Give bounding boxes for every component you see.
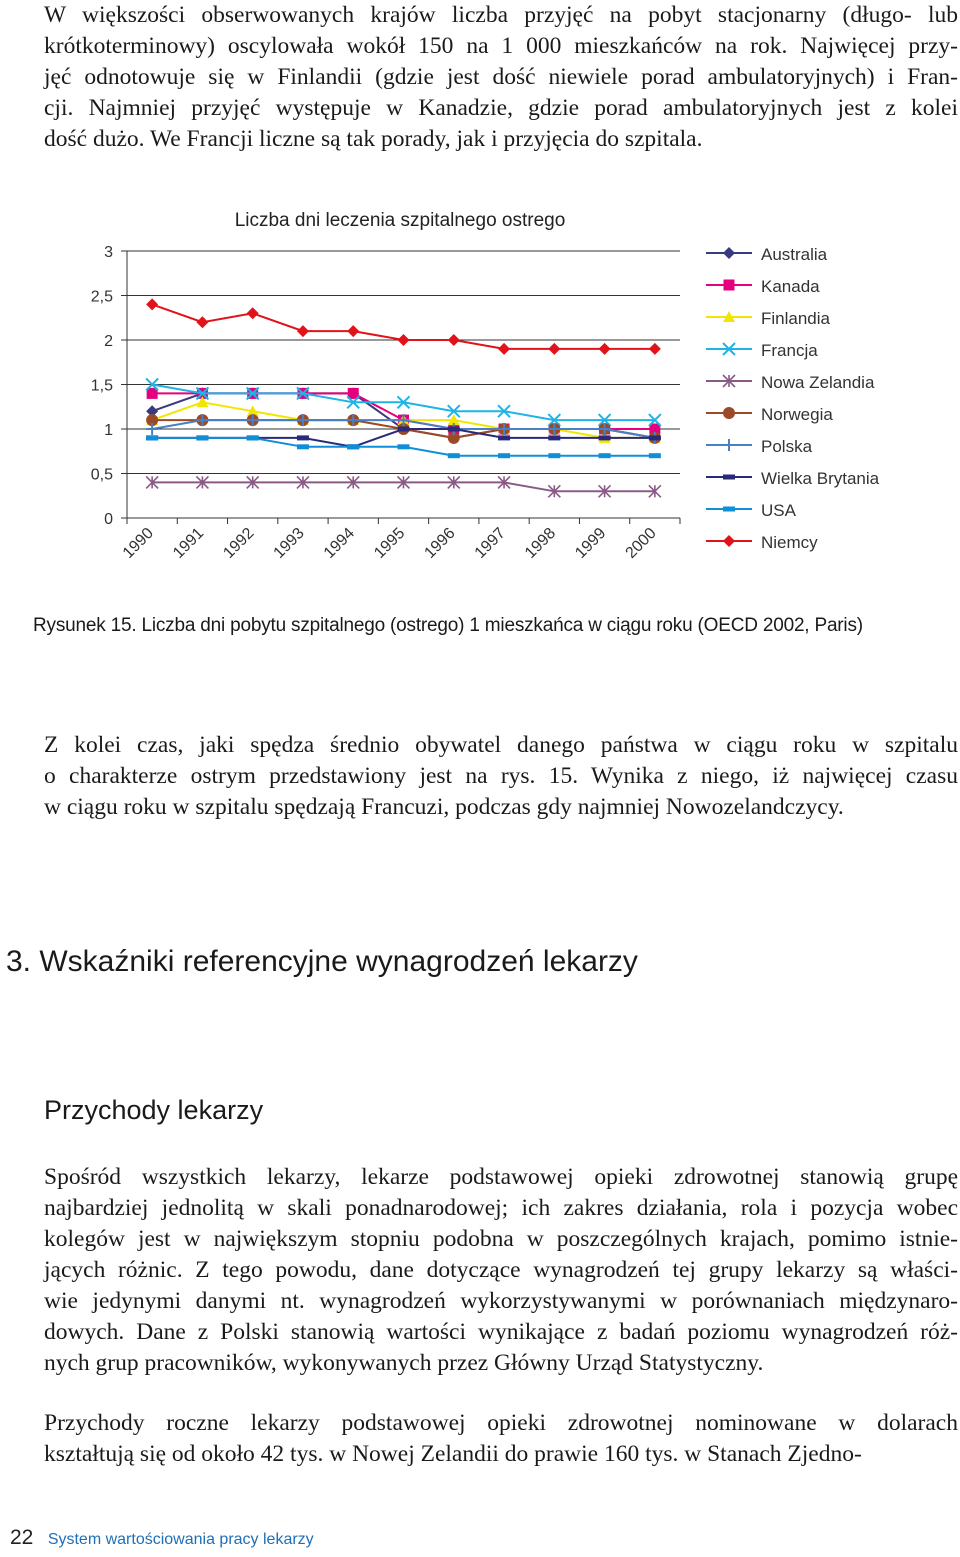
paragraph-line: W większości obserwowanych krajów liczba przyjęć na pobyt stacjonarny (długo- lub xyxy=(44,2,958,28)
paragraph-line: Spośród wszystkich lekarzy, lekarze podstawowej opieki zdrowotnej stanowią grupę xyxy=(44,1164,958,1190)
subsection-heading: Przychody lekarzy xyxy=(44,1095,264,1125)
y-tick-label: 0 xyxy=(104,511,113,528)
legend-label-nowa-zelandia: Nowa Zelandia xyxy=(761,373,875,392)
data-point-wielka-brytania xyxy=(297,435,309,440)
paragraph-1 xyxy=(6,0,958,155)
data-point-wielka-brytania xyxy=(548,435,560,440)
data-point-niemcy xyxy=(498,343,510,355)
legend-label-kanada: Kanada xyxy=(761,277,820,296)
data-point-niemcy xyxy=(649,343,661,355)
x-tick-label: 1994 xyxy=(320,524,359,562)
paragraph-line: wie jedynymi danymi nt. wynagrodzeń wykorzystywanymi w porównaniach międzynaro- xyxy=(44,1288,958,1314)
x-tick-label: 1995 xyxy=(371,524,409,562)
data-point-wielka-brytania xyxy=(398,427,410,432)
x-tick-label: 1999 xyxy=(572,524,610,562)
figure-caption: Rysunek 15. Liczba dni pobytu szpitalnego (ostrego) 1 mieszkańca w ciągu roku (OECD 2002, Paris) xyxy=(33,615,863,636)
data-point-usa xyxy=(398,444,410,449)
data-point-usa xyxy=(548,453,560,458)
x-tick-label: 1990 xyxy=(119,524,157,562)
paragraph-2 xyxy=(6,730,958,823)
paragraph-line: jących różnic. Z tego powodu, dane dotyczące wynagrodzeń tej grupy lekarzy są właści- xyxy=(44,1257,958,1283)
x-tick-label: 1993 xyxy=(270,524,308,562)
data-point-wielka-brytania xyxy=(649,435,661,440)
legend-label-finlandia: Finlandia xyxy=(761,309,830,328)
paragraph-line: nych grup pracowników, wykonywanych przez Główny Urząd Statystyczny. xyxy=(44,1350,764,1376)
data-point-niemcy xyxy=(146,298,158,310)
legend-marker-niemcy xyxy=(723,535,735,547)
paragraph-line: Przychody roczne lekarzy podstawowej opieki zdrowotnej nominowane w dolarach xyxy=(44,1410,958,1436)
data-point-niemcy xyxy=(297,325,309,337)
hospital-days-line-chart xyxy=(0,195,960,585)
data-point-usa xyxy=(599,453,611,458)
data-point-usa xyxy=(297,444,309,449)
data-point-usa xyxy=(196,435,208,440)
x-tick-label: 1997 xyxy=(471,524,509,562)
x-tick-label: 1992 xyxy=(220,524,258,562)
data-point-wielka-brytania xyxy=(599,435,611,440)
data-point-niemcy xyxy=(247,307,259,319)
legend-marker-australia xyxy=(723,247,735,259)
data-point-niemcy xyxy=(196,316,208,328)
x-tick-label: 1991 xyxy=(170,524,208,562)
data-point-niemcy xyxy=(347,325,359,337)
section-heading: 3. Wskaźniki referencyjne wynagrodzeń lekarzy xyxy=(6,945,638,978)
paragraph-4 xyxy=(6,1408,958,1470)
x-tick-label: 2000 xyxy=(622,524,660,562)
y-tick-label: 2 xyxy=(104,333,113,350)
data-point-usa xyxy=(146,435,158,440)
paragraph-line: kształtują się od około 42 tys. w Nowej Zelandii do prawie 160 tys. w Stanach Zjedno- xyxy=(44,1441,862,1467)
paragraph-line: krótkoterminowy) oscylowała wokół 150 na 1 000 mieszkańców na rok. Najwięcej przy- xyxy=(44,33,958,59)
paragraph-line: dość dużo. We Francji liczne są tak porady, jak i przyjęcia do szpitala. xyxy=(44,126,703,152)
paragraph-3 xyxy=(6,1162,958,1379)
data-point-wielka-brytania xyxy=(448,427,460,432)
paragraph-line: kolegów jest w największym stopniu podobna w poszczególnych krajach, pomimo istnie- xyxy=(44,1226,958,1252)
paragraph-line: Z kolei czas, jaki spędza średnio obywatel danego państwa w ciągu roku w szpitalu xyxy=(44,732,958,758)
data-point-niemcy xyxy=(599,343,611,355)
legend-label-niemcy: Niemcy xyxy=(761,533,818,552)
data-point-niemcy xyxy=(448,334,460,346)
y-tick-label: 2,5 xyxy=(90,288,113,306)
paragraph-line: o charakterze ostrym przedstawiony jest na rys. 15. Wynika z niego, iż najwięcej czasu xyxy=(44,763,958,789)
legend-label-norwegia: Norwegia xyxy=(761,405,833,424)
data-point-niemcy xyxy=(548,343,560,355)
legend-label-polska: Polska xyxy=(761,437,813,456)
data-point-usa xyxy=(448,453,460,458)
x-tick-label: 1996 xyxy=(421,524,459,562)
page-footer xyxy=(10,1526,314,1550)
data-point-usa xyxy=(347,444,359,449)
data-point-niemcy xyxy=(398,334,410,346)
legend-marker-kanada xyxy=(724,280,735,291)
legend-marker-usa xyxy=(723,507,735,512)
y-tick-label: 3 xyxy=(104,244,113,261)
data-point-usa xyxy=(247,435,259,440)
y-tick-label: 0,5 xyxy=(90,466,113,484)
legend-label-wielka-brytania: Wielka Brytania xyxy=(761,469,880,488)
legend-label-usa: USA xyxy=(761,501,796,520)
y-tick-label: 1 xyxy=(104,422,113,439)
legend-label-francja: Francja xyxy=(761,341,818,360)
data-point-wielka-brytania xyxy=(498,435,510,440)
paragraph-line: dowych. Dane z Polski stanowią wartości wynikające z badań poziomu wynagrodzeń róż- xyxy=(44,1319,958,1345)
legend-label-australia: Australia xyxy=(761,245,828,264)
paragraph-line: cji. Najmniej przyjęć występuje w Kanadzie, gdzie porad ambulatoryjnych jest z kolei xyxy=(44,95,958,121)
running-title: System wartościowania pracy lekarzy xyxy=(47,1531,314,1548)
paragraph-line: najbardziej jednolitą w skali ponadnarodowej; ich zakres działania, rola i pozycja wobec xyxy=(44,1195,958,1221)
x-tick-label: 1998 xyxy=(521,524,560,562)
legend-marker-polska xyxy=(723,439,735,451)
paragraph-line: w ciągu roku w szpitalu spędzają Francuzi, podczas gdy najmniej Nowozelandczycy. xyxy=(44,794,844,820)
paragraph-line: jęć odnotowuje się w Finlandii (gdzie jest dość niewiele porad ambulatoryjnych) i Fran- xyxy=(44,64,958,90)
data-point-usa xyxy=(498,453,510,458)
legend-marker-wielka-brytania xyxy=(723,475,735,480)
legend-marker-norwegia xyxy=(723,407,735,419)
data-point-usa xyxy=(649,453,661,458)
chart-title: Liczba dni leczenia szpitalnego ostrego xyxy=(234,210,566,231)
y-tick-label: 1,5 xyxy=(90,377,113,395)
page-number: 22 xyxy=(10,1526,34,1549)
